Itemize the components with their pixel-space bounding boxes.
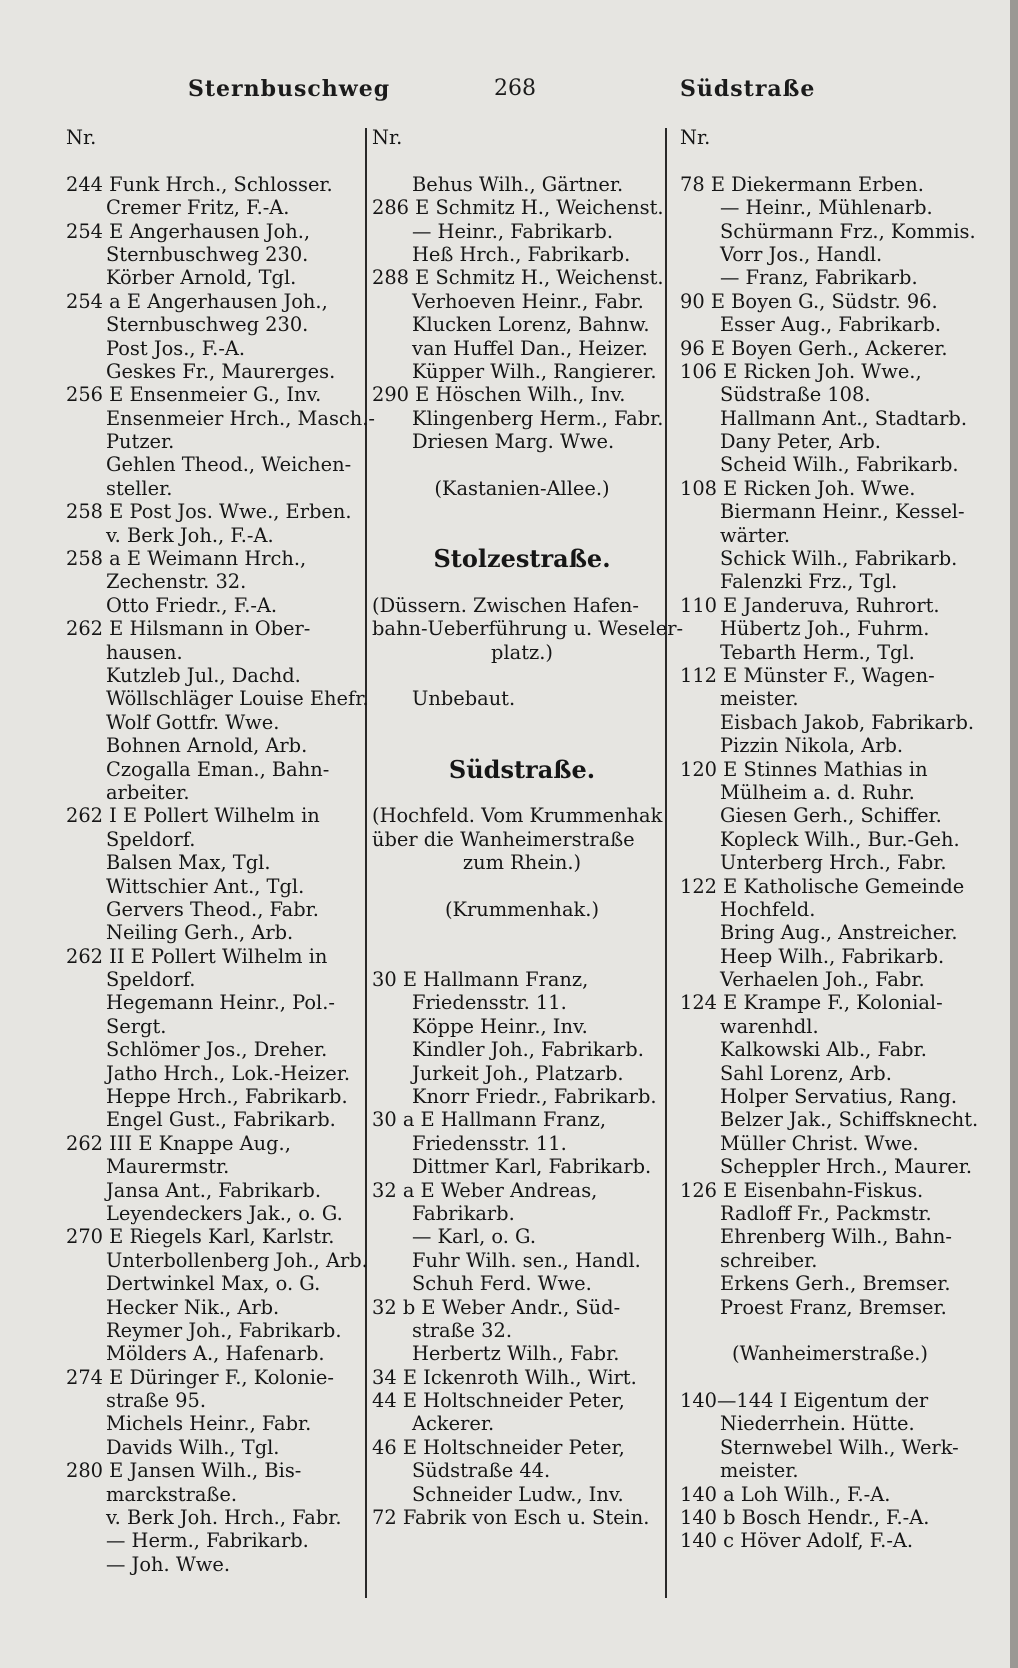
col3-entry-line: 120 E Stinnes Mathias in [680, 757, 928, 781]
col1-entry-line: v. Berk Joh. Hrch., Fabr. [106, 1506, 342, 1530]
col1-entry-line: Engel Gust., Fabrikarb. [106, 1108, 336, 1132]
col1-entry-line: Mölders A., Hafenarb. [106, 1342, 325, 1366]
col2-entry-line: Südstraße. [448, 754, 596, 784]
col3-entry-line: 110 E Janderuva, Ruhrort. [680, 593, 940, 617]
col1-entry-line: 262 II E Pollert Wilhelm in [66, 944, 328, 968]
col1-entry-line: Bohnen Arnold, Arb. [106, 734, 308, 758]
col2-entry-line: 32 a E Weber Andreas, [372, 1178, 598, 1202]
col3-entry-line [680, 1319, 980, 1342]
col1-entry-line: Neiling Gerh., Arb. [106, 921, 294, 945]
col3-entry-line: Schürmann Frz., Kommis. [720, 219, 976, 243]
col1-entry-line: Gervers Theod., Fabr. [106, 897, 319, 921]
col3-entry-line: 90 E Boyen G., Südstr. 96. [680, 289, 938, 313]
col1-entry-line: Jatho Hrch., Lok.-Heizer. [106, 1061, 351, 1085]
col1-entry-line: 256 E Ensenmeier G., Inv. [66, 383, 322, 407]
col3-entry-line: Unterberg Hrch., Fabr. [720, 851, 947, 875]
col2-entry-line: Jurkeit Joh., Platzarb. [412, 1061, 624, 1085]
col2-entry-line: Friedensstr. 11. [412, 1131, 567, 1155]
col3-entry-line: 140 c Höver Adolf, F.-A. [680, 1529, 914, 1553]
col3-entry-line: Sternwebel Wilh., Werk- [720, 1435, 959, 1459]
col3-entry-line: 78 E Diekermann Erben. [680, 172, 924, 196]
col2-entry-line: 32 b E Weber Andr., Süd- [372, 1295, 621, 1319]
col1-entry-line: 244 Funk Hrch., Schlosser. [66, 172, 333, 196]
col2-entry-line: straße 32. [412, 1318, 513, 1342]
col2-entry-line: Friedensstr. 11. [412, 991, 567, 1015]
col1-entry-line: Cremer Fritz, F.-A. [106, 196, 290, 220]
col2-entry-line: bahn-Ueberführung u. Weseler- [372, 617, 684, 641]
col3-entry-line: Radloff Fr., Packmstr. [720, 1201, 932, 1225]
col3-entry-line: Tebarth Herm., Tgl. [720, 640, 915, 664]
col1-entry-line: Balsen Max, Tgl. [106, 851, 271, 875]
col2-entry-line: Herbertz Wilh., Fabr. [412, 1342, 620, 1366]
col2-entry-line [372, 945, 672, 968]
col2-entry-line: Schneider Ludw., Inv. [412, 1482, 624, 1506]
col3-entry-line: Scheppler Hrch., Maurer. [720, 1155, 973, 1179]
col3-entry-line: Mülheim a. d. Ruhr. [720, 780, 915, 804]
col1-entry-line: Hecker Nik., Arb. [106, 1295, 280, 1319]
col3-entry-line: Bring Aug., Anstreicher. [720, 921, 958, 945]
col2-entry-line: (Düssern. Zwischen Hafen- [372, 593, 639, 617]
column-1 [66, 126, 375, 1576]
page-number: 268 [494, 76, 536, 101]
col3-entry-line: Biermann Heinr., Kessel- [720, 500, 965, 524]
col1-entry-line: 262 E Hilsmann in Ober- [66, 617, 311, 641]
col2-entry-line [372, 664, 672, 687]
col2-entry-line: 30 E Hallmann Franz, [372, 968, 589, 992]
col3-entry-line: meister. [720, 1459, 799, 1483]
col1-entry-line: Speldorf. [106, 827, 196, 851]
col3-entry-line [680, 149, 980, 172]
col1-entry-line: Sternbuschweg 230. [106, 313, 309, 337]
col1-entry-line: Otto Friedr., F.-A. [106, 593, 278, 617]
col2-entry-line: Dittmer Karl, Fabrikarb. [412, 1155, 652, 1179]
column-divider-1 [365, 128, 367, 1598]
col1-entry-line: Zechenstr. 32. [106, 570, 247, 594]
col2-entry-line: — Heinr., Fabrikarb. [412, 219, 613, 243]
col3-entry-line: Schick Wilh., Fabrikarb. [720, 547, 958, 571]
col1-entry-line: Sergt. [106, 1014, 167, 1038]
col2-entry-line: 44 E Holtschneider Peter, [372, 1389, 625, 1413]
col2-entry-line: Fuhr Wilh. sen., Handl. [412, 1248, 641, 1272]
col3-entry-line: 124 E Krampe F., Kolonial- [680, 991, 943, 1015]
col2-entry-line: Knorr Friedr., Fabrikarb. [412, 1085, 657, 1109]
col2-entry-line: Klucken Lorenz, Bahnw. [412, 313, 650, 337]
col1-entry-line: 274 E Düringer F., Kolonie- [66, 1365, 334, 1389]
col1-entry-line: Wolf Gottfr. Wwe. [106, 710, 280, 734]
col3-entry-line: 112 E Münster F., Wagen- [680, 663, 935, 687]
col3-entry-line: Müller Christ. Wwe. [720, 1131, 919, 1155]
col1-entry-line: Nr. [66, 126, 97, 149]
col3-entry-line: Dany Peter, Arb. [720, 430, 881, 454]
col2-entry-line: Fabrikarb. [412, 1201, 515, 1225]
col3-entry-line: Hallmann Ant., Stadtarb. [720, 406, 967, 430]
col1-entry-line: Michels Heinr., Fabr. [106, 1412, 312, 1436]
col2-entry-line: Ackerer. [412, 1412, 495, 1436]
col1-entry-line: Körber Arnold, Tgl. [106, 266, 297, 290]
col1-entry-line: 254 E Angerhausen Joh., [66, 219, 311, 243]
col2-entry-line: platz.) [491, 640, 553, 664]
col2-entry-line: Unbebaut. [412, 687, 516, 711]
col1-entry-line: Ensenmeier Hrch., Masch.- [106, 406, 375, 430]
col3-entry-line: warenhdl. [720, 1014, 819, 1038]
col1-entry-line: Geskes Fr., Maurerges. [106, 359, 336, 383]
col3-entry-line [680, 1366, 980, 1389]
col1-entry-line: Schlömer Jos., Dreher. [106, 1038, 328, 1062]
column-3 [680, 126, 980, 1553]
col3-entry-line: schreiber. [720, 1248, 818, 1272]
col3-entry-line: 106 E Ricken Joh. Wwe., [680, 359, 922, 383]
col2-entry-line: Klingenberg Herm., Fabr. [412, 406, 664, 430]
col1-entry-line: Jansa Ant., Fabrikarb. [106, 1178, 322, 1202]
col2-entry-line: Stolzestraße. [433, 544, 611, 574]
col2-entry-line [372, 500, 672, 523]
col2-entry-line [372, 781, 672, 804]
col3-entry-line: Verhaelen Joh., Fabr. [720, 968, 925, 992]
col3-entry-line: Südstraße 108. [720, 383, 871, 407]
col3-entry-line: Hochfeld. [720, 897, 816, 921]
col1-entry-line: steller. [106, 476, 173, 500]
col3-entry-line: 140 a Loh Wilh., F.-A. [680, 1482, 891, 1506]
col2-entry-line: Heß Hrch., Fabrikarb. [412, 242, 631, 266]
col1-entry-line: 262 I E Pollert Wilhelm in [66, 804, 320, 828]
col2-entry-line: 72 Fabrik von Esch u. Stein. [372, 1506, 650, 1530]
col3-entry-line: Pizzin Nikola, Arb. [720, 734, 904, 758]
col2-entry-line: Driesen Marg. Wwe. [412, 430, 615, 454]
col3-entry-line: 140 b Bosch Hendr., F.-A. [680, 1506, 930, 1530]
col2-entry-line: 290 E Höschen Wilh., Inv. [372, 383, 626, 407]
col1-entry-line: 258 a E Weimann Hrch., [66, 547, 307, 571]
col1-entry-line: Kutzleb Jul., Dachd. [106, 663, 301, 687]
col2-entry-line [372, 149, 672, 172]
col3-entry-line: 122 E Katholische Gemeinde [680, 874, 965, 898]
col3-entry-line: — Heinr., Mühlenarb. [720, 196, 933, 220]
col1-entry-line: Czogalla Eman., Bahn- [106, 757, 330, 781]
col2-entry-line: zum Rhein.) [462, 851, 582, 875]
col3-entry-line: Sahl Lorenz, Arb. [720, 1061, 892, 1085]
col1-entry-line: Speldorf. [106, 968, 196, 992]
col3-entry-line: Scheid Wilh., Fabrikarb. [720, 453, 959, 477]
col3-entry-line: (Wanheimerstraße.) [732, 1342, 928, 1366]
col3-entry-line: Esser Aug., Fabrikarb. [720, 313, 942, 337]
col2-entry-line: 288 E Schmitz H., Weichenst. [372, 266, 664, 290]
col2-entry-line: Küpper Wilh., Rangierer. [412, 359, 657, 383]
col3-entry-line: Hübertz Joh., Fuhrm. [720, 617, 930, 641]
col3-entry-line: Giesen Gerh., Schiffer. [720, 804, 942, 828]
col1-entry-line: Reymer Joh., Fabrikarb. [106, 1318, 342, 1342]
col2-entry-line: (Hochfeld. Vom Krummenhak [372, 804, 663, 828]
col3-entry-line: Proest Franz, Bremser. [720, 1295, 947, 1319]
col3-entry-line: 108 E Ricken Joh. Wwe. [680, 476, 916, 500]
col2-entry-line: 286 E Schmitz H., Weichenst. [372, 196, 664, 220]
col1-entry-line: arbeiter. [106, 780, 190, 804]
col1-entry-line: Heppe Hrch., Fabrikarb. [106, 1085, 348, 1109]
col1-entry-line: marckstraße. [106, 1482, 237, 1506]
col1-entry-line: straße 95. [106, 1389, 207, 1413]
col3-entry-line: meister. [720, 687, 799, 711]
column-2 [372, 126, 684, 1530]
col1-entry-line: Davids Wilh., Tgl. [106, 1435, 280, 1459]
col1-entry-line: Putzer. [106, 430, 175, 454]
col1-entry-line: — Joh. Wwe. [106, 1552, 230, 1576]
col3-entry-line: Eisbach Jakob, Fabrikarb. [720, 710, 975, 734]
header-right-street: Südstraße [680, 76, 816, 102]
col2-entry-line [372, 711, 672, 734]
col3-entry-line: Niederrhein. Hütte. [720, 1412, 915, 1436]
col2-entry-line: van Huffel Dan., Heizer. [412, 336, 648, 360]
col2-entry-line [372, 453, 672, 476]
col2-entry-line: Kindler Joh., Fabrikarb. [412, 1038, 644, 1062]
col2-entry-line: (Krummenhak.) [444, 897, 600, 921]
col1-entry-line: Dertwinkel Max, o. G. [106, 1272, 321, 1296]
col1-entry-line: Sternbuschweg 230. [106, 242, 309, 266]
col1-entry-line: Wittschier Ant., Tgl. [106, 874, 305, 898]
col2-entry-line: Verhoeven Heinr., Fabr. [412, 289, 644, 313]
col2-entry-line: Köppe Heinr., Inv. [412, 1014, 588, 1038]
col2-entry-line [372, 875, 672, 898]
col3-entry-line: — Franz, Fabrikarb. [720, 266, 918, 290]
col2-entry-line: Nr. [372, 126, 403, 149]
col2-entry-line [372, 921, 672, 944]
col1-entry-line: Hegemann Heinr., Pol.- [106, 991, 335, 1015]
col3-entry-line: wärter. [720, 523, 790, 547]
col3-entry-line: Kopleck Wilh., Bur.-Geh. [720, 827, 960, 851]
col1-entry-line: 262 III E Knappe Aug., [66, 1131, 291, 1155]
col3-entry-line: Ehrenberg Wilh., Bahn- [720, 1225, 952, 1249]
col1-entry-line: — Herm., Fabrikarb. [106, 1529, 309, 1553]
col3-entry-line: Nr. [680, 126, 711, 149]
col1-entry-line: Maurermstr. [106, 1155, 230, 1179]
col2-entry-line: 30 a E Hallmann Franz, [372, 1108, 606, 1132]
col2-entry-line: — Karl, o. G. [412, 1225, 537, 1249]
col1-entry-line: hausen. [106, 640, 183, 664]
col3-entry-line: Belzer Jak., Schiffsknecht. [720, 1108, 979, 1132]
col3-entry-line: 140—144 I Eigentum der [680, 1389, 929, 1413]
col1-entry-line: v. Berk Joh., F.-A. [106, 523, 274, 547]
col2-entry-line: 46 E Holtschneider Peter, [372, 1435, 625, 1459]
col1-entry-line: Leyendeckers Jak., o. G. [106, 1201, 343, 1225]
col2-entry-line: 34 E Ickenroth Wilh., Wirt. [372, 1365, 637, 1389]
col1-entry-line: Wöllschläger Louise Ehefr. [106, 687, 369, 711]
col1-entry-line: Gehlen Theod., Weichen- [106, 453, 352, 477]
col2-entry-line [372, 570, 672, 593]
col1-entry-line: Unterbollenberg Joh., Arb. [106, 1248, 368, 1272]
col1-entry-line: 258 E Post Jos. Wwe., Erben. [66, 500, 352, 524]
col2-entry-line: Behus Wilh., Gärtner. [412, 172, 624, 196]
col3-entry-line: Heep Wilh., Fabrikarb. [720, 944, 945, 968]
col1-entry-line: Post Jos., F.-A. [106, 336, 246, 360]
col3-entry-line: Erkens Gerh., Bremser. [720, 1272, 951, 1296]
col3-entry-line: Vorr Jos., Handl. [720, 242, 883, 266]
col2-entry-line: Südstraße 44. [412, 1459, 551, 1483]
col1-entry-line: 280 E Jansen Wilh., Bis- [66, 1459, 302, 1483]
col1-entry-line: 254 a E Angerhausen Joh., [66, 289, 328, 313]
col3-entry-line: Falenzki Frz., Tgl. [720, 570, 898, 594]
col1-entry-line: 270 E Riegels Karl, Karlstr. [66, 1225, 335, 1249]
header-left-street: Sternbuschweg [188, 76, 391, 102]
col2-entry-line: über die Wanheimerstraße [372, 827, 635, 851]
col1-entry-line [66, 149, 362, 172]
col3-entry-line: 126 E Eisenbahn-Fiskus. [680, 1178, 924, 1202]
col3-entry-line: 96 E Boyen Gerh., Ackerer. [680, 336, 948, 360]
col2-entry-line: (Kastanien-Allee.) [434, 476, 610, 500]
col2-entry-line: Schuh Ferd. Wwe. [412, 1272, 592, 1296]
col3-entry-line: Holper Servatius, Rang. [720, 1085, 958, 1109]
col3-entry-line: Kalkowski Alb., Fabr. [720, 1038, 927, 1062]
